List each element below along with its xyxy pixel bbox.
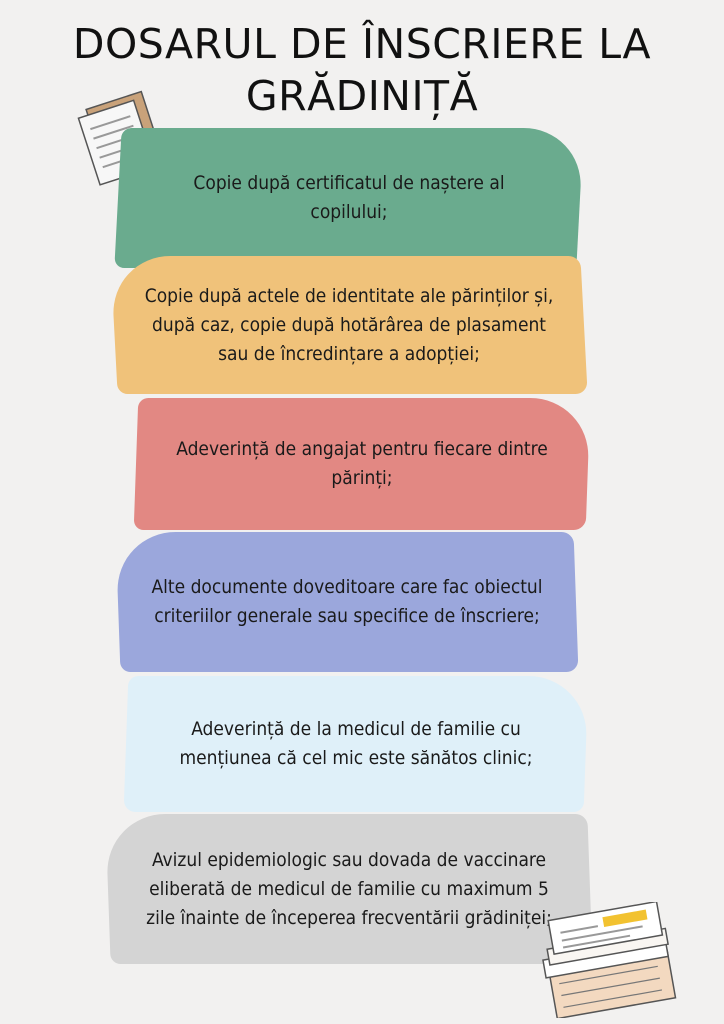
list-item: [110, 256, 587, 394]
list-item-text: Avizul epidemiologic sau dovada de vaccinare eliberată de medicul de familie cu maximum 5 zile înainte de începerea frecventării grădiniței;: [146, 848, 552, 929]
list-item-text: Alte documente doveditoare care fac obiectul criteriilor generale sau specifice de înscriere;: [151, 576, 543, 627]
list-item: [134, 398, 591, 530]
list-item: [116, 532, 579, 672]
page-title: DOSARUL DE ÎNSCRIERE LA GRĂDINIȚĂ: [72, 20, 652, 120]
list-item: [105, 814, 592, 964]
list-item: [124, 676, 589, 812]
list-item-text: Adeverință de angajat pentru fiecare dintre părinți;: [176, 438, 548, 489]
list-item-text: Adeverință de la medicul de familie cu mențiunea că cel mic este sănătos clinic;: [179, 718, 533, 769]
list-item-text: Copie după actele de identitate ale părinților și, după caz, copie după hotărârea de plasament sau de încredințare a adopției;: [144, 284, 554, 365]
list-item: [114, 128, 583, 268]
list-item-text: Copie după certificatul de naștere al copilului;: [193, 172, 505, 223]
document-stack-icon: [538, 902, 688, 1018]
